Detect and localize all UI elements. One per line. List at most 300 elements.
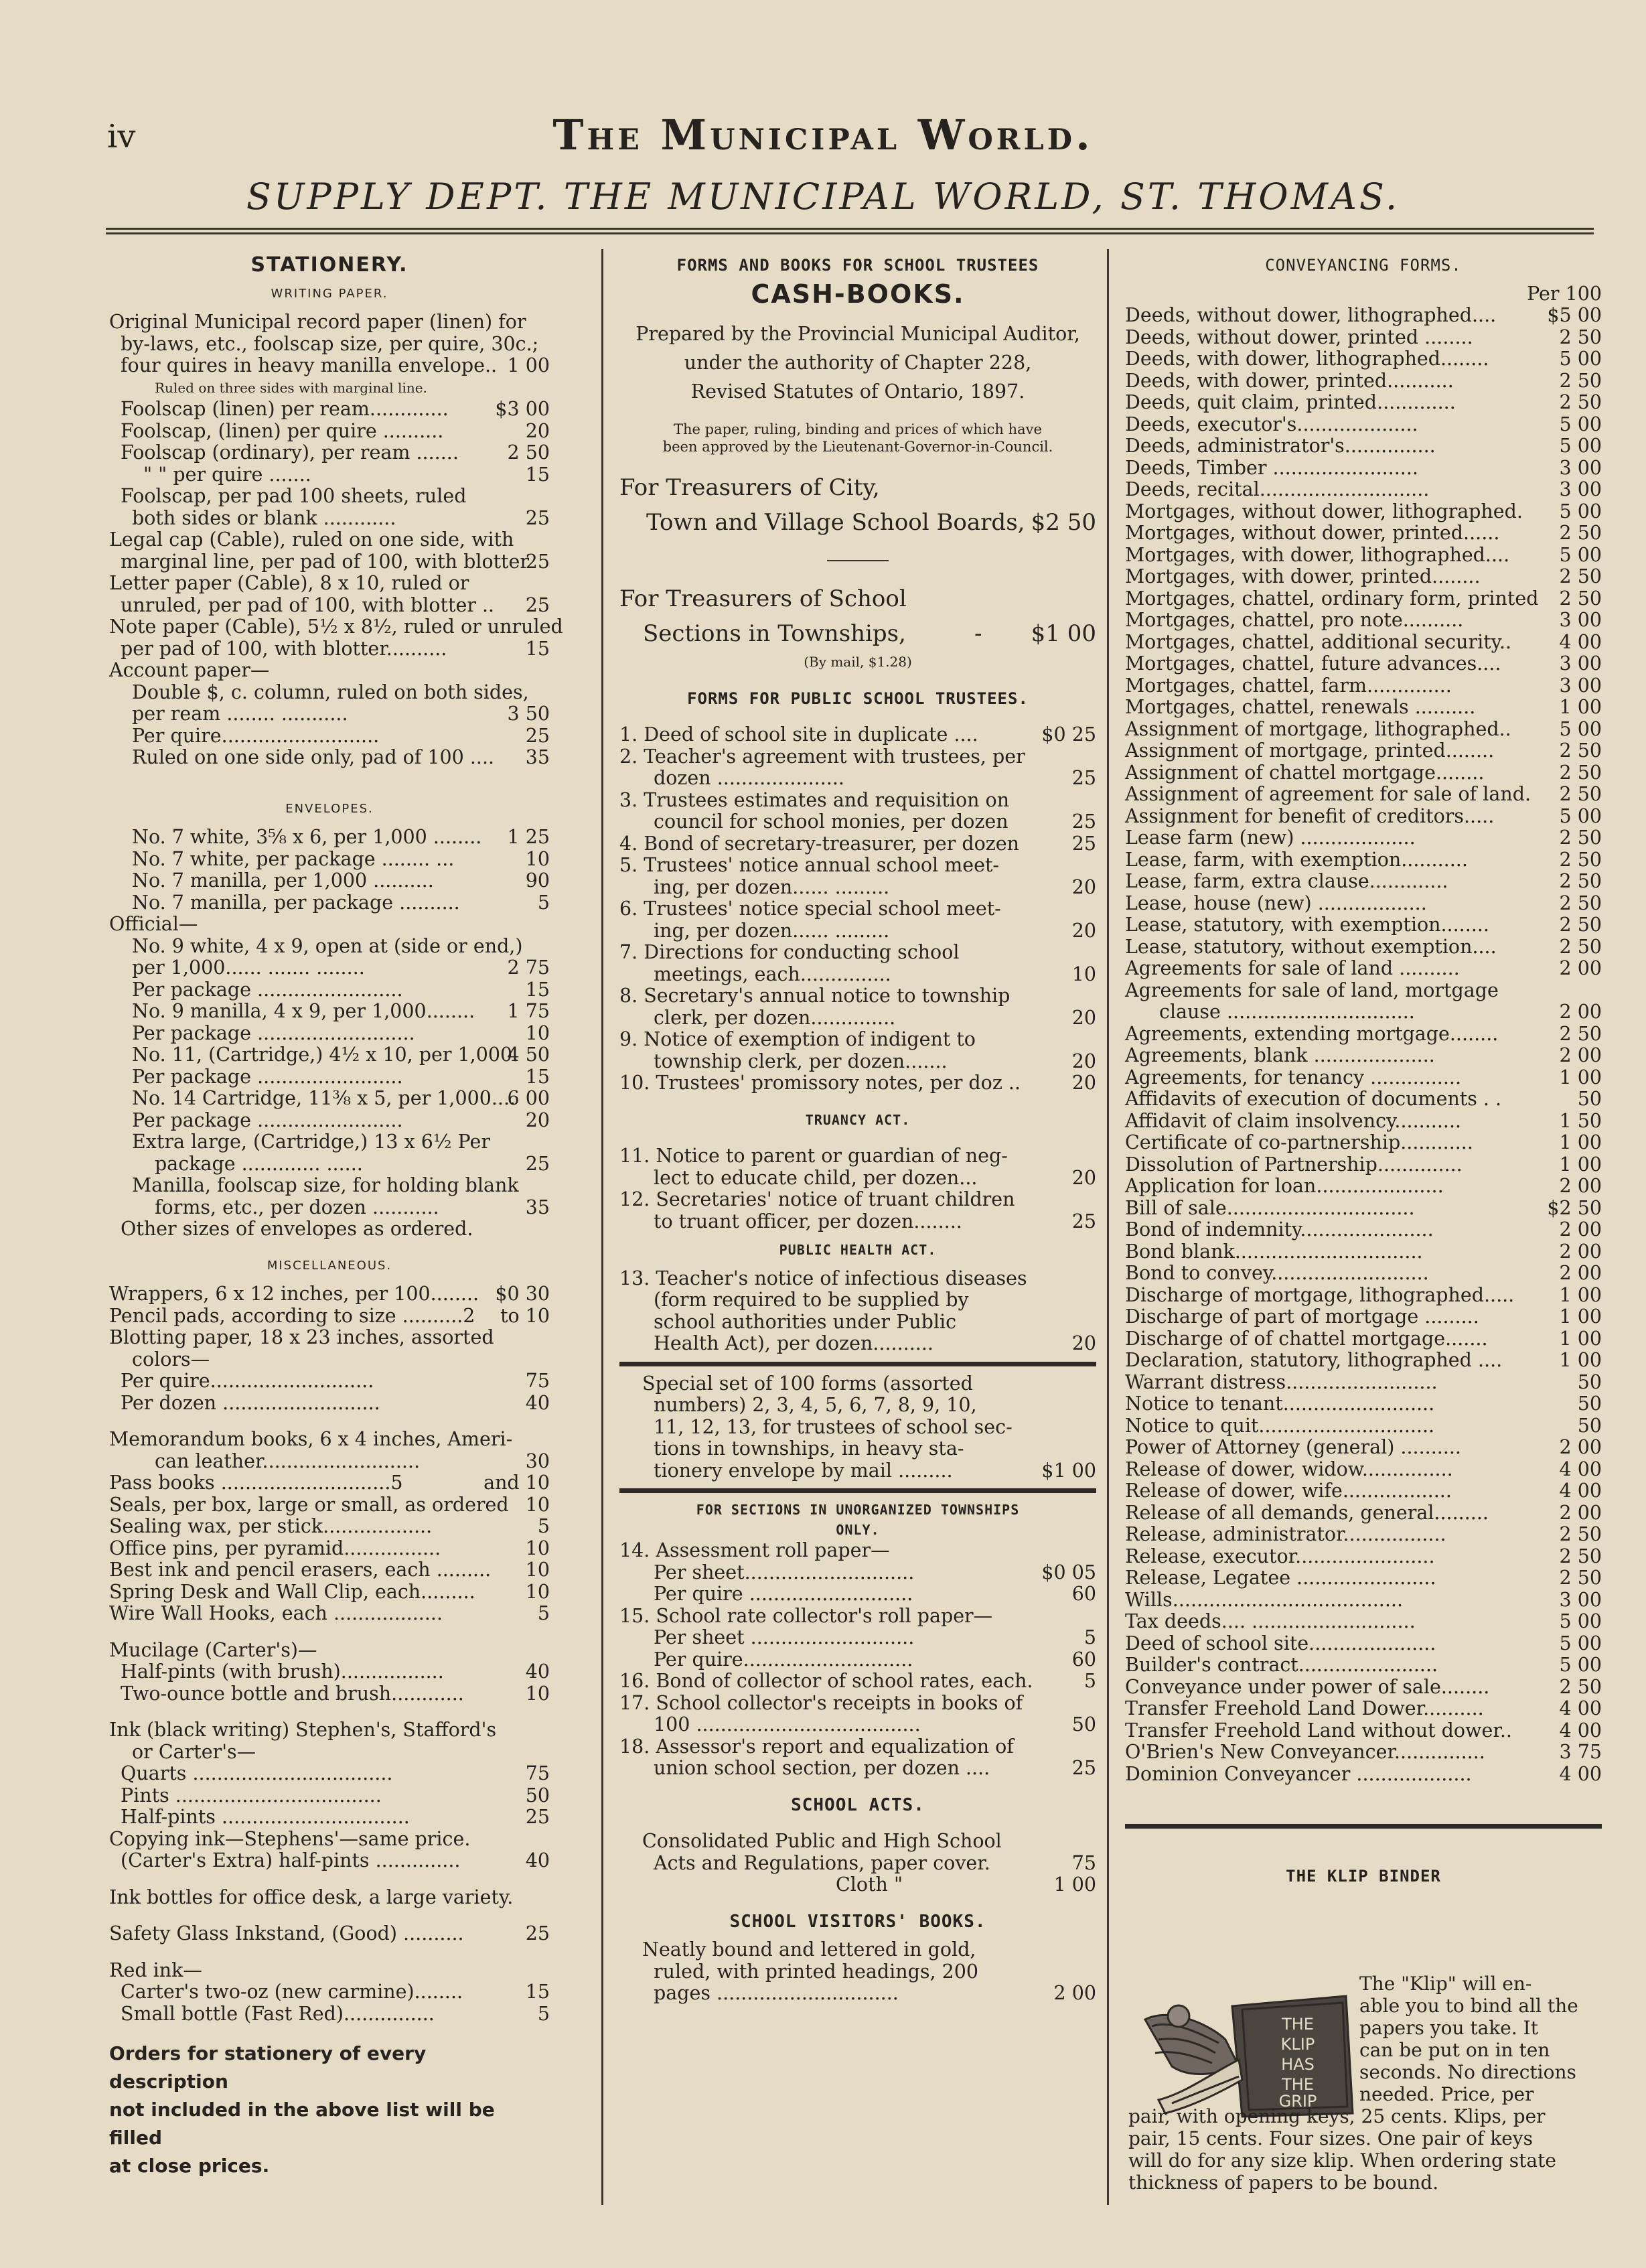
item-price: 5	[537, 1602, 550, 1624]
orders-note-line: Orders for stationery of every description	[109, 2042, 427, 2093]
item-text: Mortgages, chattel, additional security..	[1125, 630, 1512, 653]
item-text: Acts and Regulations, paper cover.	[654, 1851, 990, 1874]
list-item	[1125, 501, 1602, 523]
by-mail-note: (By mail, $1.28)	[804, 654, 912, 670]
item-text: Deed of school site.....................	[1125, 1632, 1436, 1654]
item-price: 25	[1071, 832, 1096, 855]
item-text: Mucilage (Carter's)—	[109, 1638, 317, 1661]
list-item	[1125, 1067, 1602, 1089]
item-text: Agreements, blank ....................	[1125, 1044, 1435, 1066]
item-text: school authorities under Public	[654, 1310, 957, 1333]
item-text: Wire Wall Hooks, each ..................	[109, 1602, 443, 1624]
item-price: 40	[525, 1660, 550, 1683]
item-price: 2 00	[1053, 1982, 1096, 2004]
list-item	[619, 1438, 1096, 1460]
item-text: Mortgages, chattel, future advances....	[1125, 652, 1501, 675]
item-price: 2 50	[1559, 761, 1602, 784]
item-price: 5	[1083, 1670, 1096, 1692]
list-item	[1125, 784, 1602, 806]
item-text: Per package ........................	[132, 1065, 403, 1088]
item-text: dozen .....................	[654, 767, 844, 789]
item-text: Foolscap, (linen) per quire ..........	[121, 419, 444, 442]
list-item	[109, 849, 550, 871]
item-text: Official—	[109, 913, 198, 935]
item-text: Conveyance under power of sale........	[1125, 1675, 1490, 1698]
list-item	[109, 725, 550, 748]
item-text: Red ink—	[109, 1959, 202, 1981]
item-price: 6 00	[507, 1087, 550, 1109]
item-text: " " per quire .......	[143, 463, 311, 486]
item-price: 50	[1577, 1393, 1602, 1415]
item-price: 25	[525, 1922, 550, 1944]
item-price: 2 50	[1559, 565, 1602, 587]
list-item	[109, 464, 550, 486]
list-item	[109, 1960, 550, 1982]
writing-paper-list	[109, 311, 563, 769]
item-text: 10. Trustees' promissory notes, per doz ..	[619, 1072, 1021, 1094]
list-item	[109, 1719, 550, 1742]
item-price: 1 00	[507, 354, 550, 376]
item-price: 25	[1071, 810, 1096, 833]
writing-paper-heading: WRITING PAPER.	[271, 286, 388, 301]
item-price: 15	[525, 637, 550, 660]
list-item	[109, 442, 550, 464]
item-price: 15	[525, 1065, 550, 1088]
spacer	[109, 1945, 550, 1960]
item-price: 1 00	[1559, 1066, 1602, 1088]
item-text: Affidavit of claim insolvency...........	[1125, 1109, 1462, 1132]
treasurers-city-price: $2 50	[1031, 509, 1096, 536]
item-text: 15. School rate collector's roll paper—	[619, 1604, 993, 1627]
item-price: 2 50	[1559, 522, 1602, 544]
list-item	[109, 529, 550, 551]
item-price: 3 00	[1559, 456, 1602, 479]
column-divider-2	[1107, 249, 1109, 2205]
item-text: No. 14 Cartridge, 11⅜ x 5, per 1,000....	[132, 1087, 516, 1109]
item-text: 2. Teacher's agreement with trustees, per	[619, 745, 1025, 768]
health-list	[619, 1268, 1096, 1355]
list-item	[619, 1961, 1096, 1983]
list-item	[619, 1562, 1096, 1584]
item-text: Agreements, for tenancy ...............	[1125, 1066, 1462, 1088]
list-item	[1125, 849, 1602, 871]
list-item	[109, 1429, 550, 1451]
list-item	[1125, 305, 1602, 327]
item-price: 10	[525, 1682, 550, 1705]
item-text: 18. Assessor's report and equalization of	[619, 1735, 1014, 1758]
item-price: 2 50	[1559, 1022, 1602, 1045]
list-item	[619, 1939, 1096, 1961]
dash: -	[974, 620, 982, 647]
list-item	[619, 1714, 1096, 1736]
item-text: Notice to quit.............................	[1125, 1414, 1435, 1437]
item-price: 2 50	[1559, 326, 1602, 348]
thick-rule	[619, 1488, 1096, 1493]
item-price: 10	[525, 1559, 550, 1581]
list-item	[619, 833, 1096, 855]
item-text: 3. Trustees estimates and requisition on	[619, 788, 1010, 811]
stationery-column	[109, 253, 563, 2180]
item-price: 25	[525, 724, 550, 747]
item-text: Manilla, foolscap size, for holding blank	[132, 1174, 519, 1196]
klip-book-text: THE	[1282, 2015, 1314, 2034]
item-text: Lease, statutory, without exemption....	[1125, 935, 1497, 958]
list-item	[109, 1110, 550, 1132]
klip-line: will do for any size klip. When ordering state	[1128, 2149, 1556, 2172]
list-item	[1125, 1720, 1602, 1742]
list-item	[109, 1472, 550, 1494]
item-text: 14. Assessment roll paper—	[619, 1539, 890, 1561]
item-text: pages ..............................	[654, 1982, 899, 2004]
list-item	[1359, 2061, 1605, 2083]
item-price: to 10	[500, 1304, 550, 1327]
list-item	[109, 377, 550, 399]
item-text: Per sheet ...........................	[654, 1626, 915, 1648]
list-item	[619, 1395, 1096, 1417]
list-item	[619, 1460, 1096, 1482]
list-item	[109, 660, 550, 682]
item-price: 1 00	[1559, 1349, 1602, 1371]
list-item	[1125, 653, 1602, 675]
item-text: Lease, farm, extra clause.............	[1125, 870, 1448, 892]
item-text: Bond blank...............................	[1125, 1240, 1423, 1263]
item-price: 25	[1071, 1757, 1096, 1779]
item-price: 2 00	[1559, 1044, 1602, 1066]
item-price: 5 00	[1559, 1610, 1602, 1632]
item-price: 5 00	[1559, 348, 1602, 370]
visitors-books-heading: SCHOOL VISITORS' BOOKS.	[729, 1911, 986, 1932]
list-item	[109, 1829, 550, 1851]
item-price: 2 50	[1559, 369, 1602, 392]
list-item	[1125, 1285, 1602, 1307]
list-item	[619, 1167, 1096, 1190]
item-price: 2 50	[1559, 783, 1602, 805]
item-text: Half-pints ...............................	[121, 1806, 410, 1828]
item-price: 25	[1071, 1210, 1096, 1232]
list-item	[109, 682, 550, 704]
list-item	[619, 1736, 1096, 1758]
list-item	[1125, 827, 1602, 849]
list-item	[1125, 327, 1602, 349]
item-text: 9. Notice of exemption of indigent to	[619, 1028, 976, 1050]
item-text: Per package ........................	[132, 978, 403, 1001]
list-item	[1125, 1328, 1602, 1350]
miscellaneous-list	[109, 1283, 550, 2025]
school-trustees-heading: FORMS AND BOOKS FOR SCHOOL TRUSTEES	[676, 256, 1039, 275]
list-item	[109, 1327, 550, 1349]
list-item	[619, 790, 1096, 812]
item-text: township clerk, per dozen.......	[654, 1050, 948, 1072]
list-item	[619, 1758, 1096, 1780]
list-item	[109, 551, 550, 573]
item-text: can leather..........................	[155, 1449, 421, 1472]
item-price: 10	[525, 847, 550, 870]
list-item	[1125, 1437, 1602, 1459]
list-item	[109, 1603, 550, 1625]
list-item	[1125, 348, 1602, 370]
list-item	[1125, 1698, 1602, 1720]
item-text: Deeds, quit claim, printed.............	[1125, 391, 1456, 413]
item-price: $2 50	[1547, 1196, 1602, 1219]
item-price: 5	[537, 2002, 550, 2025]
conveyancing-heading: CONVEYANCING FORMS.	[1265, 256, 1462, 275]
item-price: 25	[525, 1806, 550, 1828]
list-item	[1125, 1154, 1602, 1176]
list-item	[1359, 2017, 1605, 2039]
item-price: 30	[525, 1449, 550, 1472]
item-text: Deeds, executor's....................	[1125, 413, 1418, 435]
list-item	[109, 1981, 550, 2003]
truancy-list	[619, 1145, 1096, 1232]
item-price: 4 00	[1559, 1762, 1602, 1785]
item-text: Copying ink—Stephens'—same price.	[109, 1827, 471, 1850]
item-text: Discharge of of chattel mortgage.......	[1125, 1327, 1488, 1350]
item-price: 20	[1071, 1166, 1096, 1189]
list-item	[109, 355, 550, 377]
treasurers-city-line: For Treasurers of City,	[619, 474, 880, 501]
item-price: $0 05	[1041, 1561, 1096, 1583]
approval-line: The paper, ruling, binding and prices of which have	[674, 421, 1042, 437]
item-text: (Carter's Extra) half-pints ..............	[121, 1849, 461, 1871]
item-price: 40	[525, 1391, 550, 1414]
item-text: package ............. ......	[155, 1152, 363, 1175]
item-price: 5 00	[1559, 413, 1602, 435]
item-text: 16. Bond of collector of school rates, each.	[619, 1670, 1033, 1692]
item-price: 3 00	[1559, 609, 1602, 631]
spacer	[109, 1872, 550, 1887]
item-text: Deeds, with dower, lithographed........	[1125, 348, 1489, 370]
list-item	[619, 985, 1096, 1007]
item-text: ruled, with printed headings, 200	[654, 1960, 978, 1983]
klip-book-text: KLIP	[1280, 2035, 1315, 2054]
list-item	[1125, 588, 1602, 610]
item-price: 2 50	[507, 441, 550, 464]
item-text: Transfer Freehold Land Dower..........	[1125, 1697, 1484, 1719]
list-item	[1125, 1001, 1602, 1023]
item-text: both sides or blank ............	[132, 506, 396, 529]
item-price: 40	[525, 1849, 550, 1871]
item-price: 2 00	[1559, 1175, 1602, 1197]
item-text: per pad of 100, with blotter..........	[121, 637, 447, 660]
item-price: 1 00	[1053, 1873, 1096, 1896]
item-text: seconds. No directions	[1359, 2061, 1576, 2083]
item-price: 90	[525, 869, 550, 892]
list-item	[619, 1417, 1096, 1439]
list-item	[109, 399, 550, 421]
item-text: Consolidated Public and High School	[642, 1830, 1002, 1852]
list-item	[109, 1044, 550, 1066]
item-price: 1 00	[1559, 696, 1602, 718]
item-price: 35	[525, 1196, 550, 1218]
list-item	[1125, 980, 1602, 1002]
list-item	[109, 892, 550, 914]
item-price: 60	[1071, 1583, 1096, 1605]
item-text: Pencil pads, according to size ..........2	[109, 1304, 475, 1327]
item-price: 20	[1071, 1050, 1096, 1072]
list-item	[619, 1671, 1096, 1693]
item-text: Assignment of agreement for sale of land.	[1125, 783, 1531, 805]
item-text: Affidavits of execution of documents . .	[1125, 1088, 1502, 1110]
item-text: No. 9 manilla, 4 x 9, per 1,000........	[132, 1000, 475, 1022]
item-price: 4 50	[507, 1044, 550, 1066]
item-price: 5 00	[1559, 717, 1602, 740]
item-text: Ruled on three sides with marginal line.	[155, 379, 427, 396]
prepared-line: under the authority of Chapter 228,	[684, 352, 1032, 374]
treasurers-sections-price: $1 00	[1031, 620, 1096, 647]
item-text: Safety Glass Inkstand, (Good) ..........	[109, 1922, 464, 1944]
list-item	[619, 964, 1096, 986]
list-item	[619, 1831, 1096, 1853]
item-text: Mortgages, without dower, printed......	[1125, 522, 1500, 544]
item-price: 25	[525, 506, 550, 529]
list-item	[109, 870, 550, 892]
list-item	[1125, 370, 1602, 393]
item-price: 10	[525, 1580, 550, 1603]
item-text: tions in townships, in heavy sta-	[654, 1437, 964, 1460]
list-item	[619, 1007, 1096, 1030]
list-item	[109, 1451, 550, 1473]
item-price: 3 00	[1559, 1588, 1602, 1611]
item-text: Seals, per box, large or small, as ordered	[109, 1493, 509, 1516]
item-price: 1 00	[1559, 1283, 1602, 1306]
item-text: No. 7 white, per package ........ ...	[132, 847, 455, 870]
item-text: Mortgages, with dower, lithographed....	[1125, 543, 1510, 566]
item-price: 50	[1577, 1370, 1602, 1393]
list-item	[619, 1289, 1096, 1312]
item-price: 3 00	[1559, 478, 1602, 500]
item-text: No. 7 manilla, per package ..........	[132, 891, 460, 914]
item-text: Quarts .................................	[121, 1762, 393, 1784]
item-price: 2 50	[1559, 914, 1602, 936]
list-item	[109, 1887, 550, 1909]
item-price: 5	[537, 1515, 550, 1537]
list-item	[619, 768, 1096, 790]
item-price: 3 75	[1559, 1741, 1602, 1763]
item-price: 2 00	[1559, 957, 1602, 979]
item-price: 2 00	[1559, 1262, 1602, 1284]
thick-rule	[619, 1362, 1096, 1366]
list-item	[109, 1661, 550, 1683]
item-text: 6. Trustees' notice special school meet-	[619, 898, 1001, 920]
list-item	[109, 311, 550, 334]
item-text: Assignment of mortgage, printed........	[1125, 739, 1495, 762]
list-item	[1125, 435, 1602, 457]
list-item	[109, 1683, 550, 1705]
item-price: 1 00	[1559, 1131, 1602, 1153]
list-item	[619, 1333, 1096, 1355]
visitors-books-list	[619, 1939, 1096, 2005]
school-acts-list	[619, 1831, 1096, 1896]
item-text: Pass books ............................5	[109, 1472, 403, 1494]
item-price: 3 50	[507, 703, 550, 725]
list-item	[619, 1874, 1096, 1896]
list-item	[1125, 1654, 1602, 1677]
item-price: 10	[525, 1021, 550, 1044]
item-text: Mortgages, without dower, lithographed.	[1125, 500, 1523, 522]
klip-short-lines	[1359, 1973, 1605, 2105]
list-item	[109, 595, 550, 617]
list-item	[109, 1742, 550, 1764]
item-text: to truant officer, per dozen........	[654, 1210, 962, 1232]
list-item	[109, 1197, 550, 1219]
item-price: and 10	[483, 1472, 550, 1494]
list-item	[109, 1066, 550, 1088]
item-price: 2 50	[1559, 1523, 1602, 1545]
list-item	[109, 421, 550, 443]
list-item	[1125, 1198, 1602, 1220]
list-item	[619, 1853, 1096, 1875]
list-item	[1125, 414, 1602, 436]
list-item	[109, 1305, 550, 1328]
health-heading: PUBLIC HEALTH ACT.	[779, 1242, 937, 1258]
item-price: 3 00	[1559, 674, 1602, 697]
item-text: Per dozen ..........................	[121, 1391, 380, 1414]
list-item	[1125, 1742, 1602, 1764]
list-item	[109, 1785, 550, 1807]
envelopes-list	[109, 827, 550, 1241]
short-divider	[827, 560, 889, 561]
masthead-subtitle: SUPPLY DEPT. THE MUNICIPAL WORLD, ST. THOMAS.	[246, 175, 1400, 218]
klip-line: pair, 15 cents. Four sizes. One pair of keys	[1128, 2127, 1533, 2149]
item-text: able you to bind all the	[1359, 1995, 1578, 2017]
list-item	[1125, 1502, 1602, 1525]
list-item	[109, 936, 550, 958]
item-text: Carter's two-oz (new carmine)........	[121, 1981, 463, 2003]
item-text: Deeds, without dower, printed ........	[1125, 326, 1473, 348]
list-item	[1125, 610, 1602, 632]
item-text: Transfer Freehold Land without dower..	[1125, 1719, 1512, 1742]
list-item	[1125, 1567, 1602, 1589]
item-price: 3 00	[1559, 652, 1602, 675]
item-text: Small bottle (Fast Red)...............	[121, 2002, 435, 2025]
list-item	[619, 724, 1096, 746]
item-text: Lease, farm, with exemption...........	[1125, 848, 1468, 871]
list-item	[1125, 740, 1602, 762]
item-text: Foolscap, per pad 100 sheets, ruled	[121, 485, 467, 507]
item-price: 5 00	[1559, 804, 1602, 827]
list-item	[109, 2003, 550, 2026]
list-item	[1125, 1611, 1602, 1633]
list-item	[619, 1211, 1096, 1233]
list-item	[109, 486, 550, 508]
truancy-heading: TRUANCY ACT.	[805, 1111, 911, 1128]
item-price: 20	[1071, 1006, 1096, 1029]
item-text: 17. School collector's receipts in books of	[619, 1691, 1023, 1714]
unorganized-heading	[619, 1500, 1096, 1540]
item-price: $1 00	[1041, 1459, 1096, 1482]
item-text: Half-pints (with brush).................	[121, 1660, 444, 1683]
item-price: 2 50	[1559, 1567, 1602, 1589]
list-item	[1125, 1111, 1602, 1133]
item-price: 20	[1071, 1072, 1096, 1094]
list-item	[109, 508, 550, 530]
item-text: Office pins, per pyramid................	[109, 1537, 441, 1559]
item-text: 13. Teacher's notice of infectious diseases	[619, 1267, 1027, 1289]
list-item	[619, 1189, 1096, 1211]
item-price: 5 00	[1559, 1654, 1602, 1676]
item-text: Spring Desk and Wall Clip, each.........	[109, 1580, 475, 1603]
item-text: Power of Attorney (general) ..........	[1125, 1436, 1461, 1458]
conveyancing-column	[1125, 255, 1602, 1888]
item-text: Lease, statutory, with exemption........	[1125, 914, 1489, 936]
list-item	[109, 1131, 550, 1153]
item-price: 2 50	[1559, 1675, 1602, 1698]
item-price: 2 50	[1559, 587, 1602, 610]
item-price: 75	[525, 1762, 550, 1784]
list-item	[1125, 1372, 1602, 1394]
item-text: 12. Secretaries' notice of truant children	[619, 1188, 1015, 1210]
list-item	[109, 1001, 550, 1023]
